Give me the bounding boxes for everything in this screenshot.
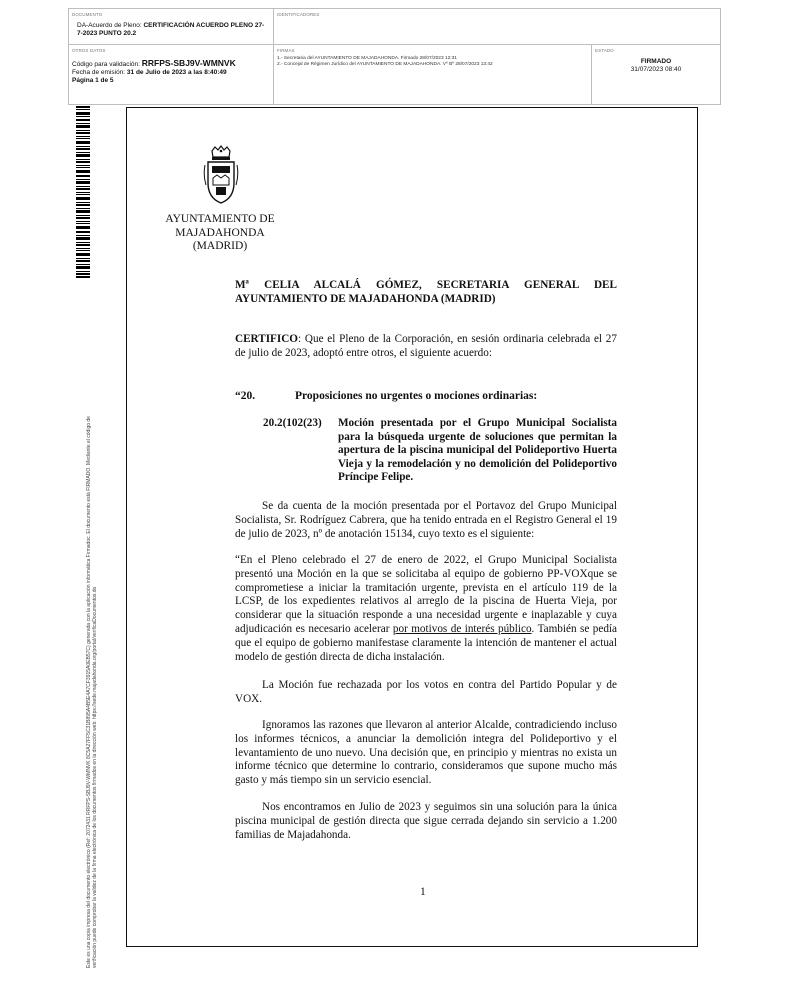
firmas-text <box>277 56 589 68</box>
documento-title: CERTIFICACIÓN ACUERDO PLENO 27-7-2023 PUNTO 20.2 <box>77 22 265 37</box>
estado-value: FIRMADO <box>640 58 672 65</box>
firmas-cell <box>274 45 592 104</box>
identificadores-cell <box>274 9 720 45</box>
paragraph-3: La Moción fue rechazada por los votos en contra del Partido Popular y de VOX. <box>235 679 617 705</box>
paragraph-2-a: “En el Pleno celebrado el 27 de enero de 2022, el Grupo Municipal Socialista presentó una Moción en la que se solicitaba al equipo de gobierno PP-VOXque se comprometiese a iniciar la tramitación urgente, prevista en el artículo 119 de la LCSP, de los expedientes relativos al arreglo de la piscina de Huerta Vieja, por considerar que la situación responde a una necesidad urgente e inaplazable y cuya adjudicación es necesario acelerar <box>235 554 617 635</box>
document-title: Mª CELIA ALCALÁ GÓMEZ, SECRETARIA GENERAL DEL AYUNTAMIENTO DE MAJADAHONDA (MADRID) <box>235 279 617 305</box>
firma-1: 1.- Secretaria del AYUNTAMIENTO DE MAJADAHONDA. Firmado 28/07/2023 12:31 <box>277 56 457 61</box>
estado-fecha: 31/07/2023 08:40 <box>630 66 682 73</box>
documento-cell <box>69 9 274 45</box>
estado-text <box>592 58 720 74</box>
documento-text <box>77 22 267 38</box>
paragraph-4: Ignoramos las razones que llevaron al anterior Alcalde, contradiciendo incluso los informes técnicos, a anunciar la demolición integra del Polideportivo y el levantamiento de uno nuevo. Una decisión que, en principio y mientras no exista un informe técnico que determine lo contrario, consideramos que supone mucho más gasto y más tiempo sin un servicio esencial. <box>235 719 617 787</box>
paragraph-2-underlined: por motivos de interés público <box>392 622 532 635</box>
fecha-label: Fecha de emisión: <box>72 69 127 76</box>
fecha-emision: 31 de Julio de 2023 a las 8:40:49 <box>126 69 227 76</box>
firmas-label: FIRMAS <box>277 48 295 53</box>
documento-label: DOCUMENTO <box>72 12 103 17</box>
paragraph-1: Se da cuenta de la moción presentada por el Portavoz del Grupo Municipal Socialista, Sr. Rodríguez Cabrera, que ha tenido entrada en el Registro General el 19 de julio de 2023, nº de anotación 15134, cuyo texto es el siguiente: <box>235 500 617 540</box>
signature-header <box>68 8 721 105</box>
agenda-item-20-2-number: 20.2(102(23) <box>263 417 322 429</box>
paragraph-2 <box>235 554 617 664</box>
paragraph-5: Nos encontramos en Julio de 2023 y seguimos sin una solución para la única piscina municipal de gestión directa que sigue cerrada dejando sin servicio a 1.200 familias de Majadahonda. <box>235 801 617 841</box>
ayuntamiento-line-3: (MADRID) <box>192 240 248 252</box>
codigo-label: Código para validación: <box>72 61 142 68</box>
ayuntamiento-heading <box>155 213 285 254</box>
certifico-text: : Que el Pleno de la Corporación, en sesión ordinaria celebrada el 27 de julio de 2023, adoptó entre otros, el siguiente acuerdo: <box>235 333 617 359</box>
agenda-item-20 <box>235 390 537 402</box>
estado-label: ESTADO <box>595 48 614 53</box>
certifico-paragraph <box>235 333 617 361</box>
estado-cell <box>592 45 720 104</box>
ayuntamiento-line-1: AYUNTAMIENTO DE <box>165 213 275 225</box>
agenda-item-20-number: “20. <box>235 390 256 402</box>
barcode-icon <box>76 106 90 278</box>
side-text-line-1: Este es una copia impresa del documento electrónico (Ref: 2072431 RRFPS-SBJ9V-WMNVK 8C5A27FF5C31B895A4B5E4A7CF3915A0EB57C) generada con la aplicación informática Firmadoc. El documento está FIRMADO. Mediante el código de <box>86 416 92 968</box>
verification-side-text <box>86 288 98 968</box>
validation-code[interactable]: RRFPS-SBJ9V-WMNVK <box>141 58 236 68</box>
identificadores-label: IDENTIFICADORES <box>277 12 320 17</box>
side-text-line-2: verificación puede comprobar la validez de la firma electrónica de los documentos firmados en la dirección web: https://sede.majadahonda.org/portal/verificaDocumentos.do <box>92 586 99 968</box>
otros-datos-text <box>72 59 272 85</box>
ayuntamiento-line-2: MAJADAHONDA <box>175 226 265 239</box>
agenda-item-20-2-text: Moción presentada por el Grupo Municipal Socialista para la búsqueda urgente de soluciones que permitan la apertura de la piscina municipal del Polideportivo Huerta Vieja y la remodelación y no demolición del Polideportivo Príncipe Felipe. <box>338 417 617 483</box>
coat-of-arms-icon <box>203 145 239 205</box>
firma-2: 2.- Concejal de Régimen Jurídico del AYUNTAMIENTO DE MAJADAHONDA. Vº Bº 28/07/2023 13:42 <box>277 62 493 67</box>
page-number: 1 <box>420 886 426 898</box>
certifico-label: CERTIFICO <box>235 333 299 345</box>
documento-prefix: DA-Acuerdo de Pleno: <box>77 22 144 29</box>
paragraph-2-b: . También se pedía que el equipo de gobierno manifestase claramente la intención de mantener el actual modelo de gestión directa de dicha instalación. <box>235 622 617 663</box>
agenda-item-20-text: Proposiciones no urgentes o mociones ordinarias: <box>295 390 538 402</box>
page-count: Página 1 de 5 <box>72 77 114 84</box>
otros-datos-cell <box>69 45 274 104</box>
otros-datos-label: OTROS DATOS <box>72 48 106 53</box>
